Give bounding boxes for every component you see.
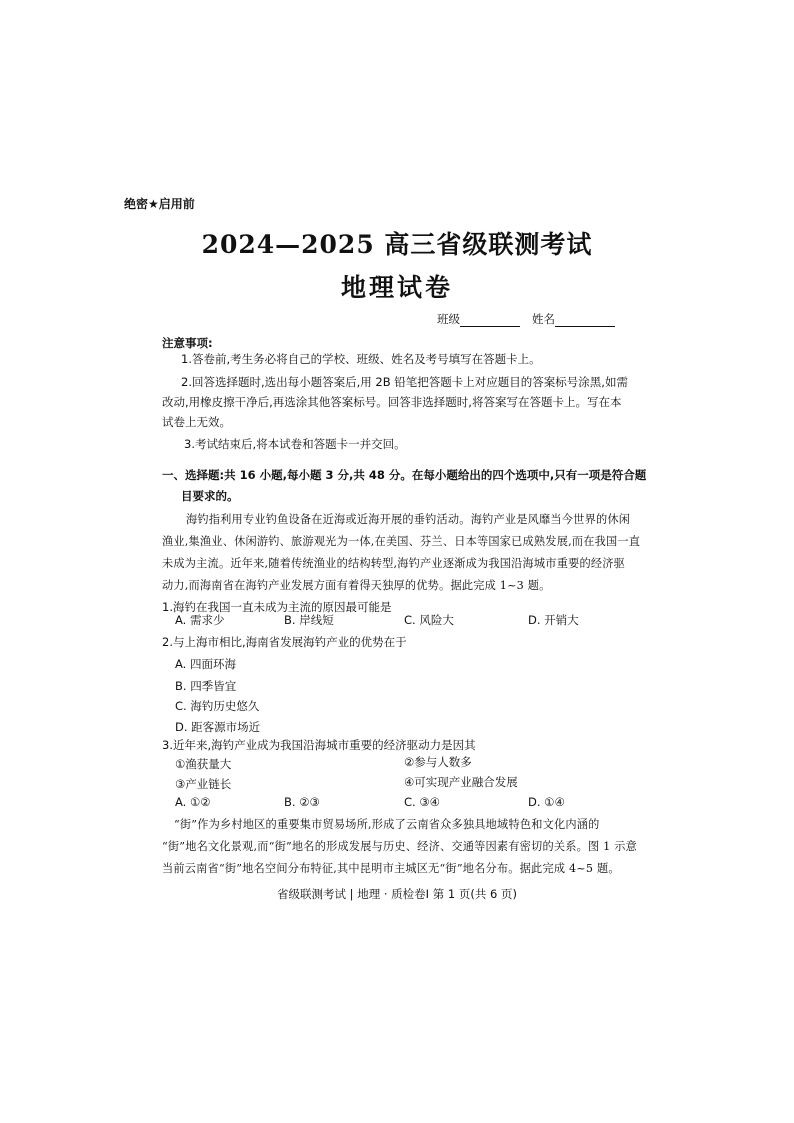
q3-option-c: C. ③④: [404, 795, 440, 809]
passage1-line2: 渔业,集渔业、休闲游钓、旅游观光为一体,在美国、芬兰、日本等国家已成熟发展,而在我国一直: [162, 535, 641, 548]
secret-label: 绝密★启用前: [124, 197, 195, 211]
q2-stem: 2.与上海市相比,海南省发展海钓产业的优势在于: [162, 635, 407, 649]
q2-option-b: B. 四季皆宜: [175, 679, 237, 693]
q3-statement-4: ④可实现产业融合发展: [404, 775, 518, 789]
exam-title: 2024—2025 高三省级联测考试: [201, 230, 593, 259]
section1-heading-line1: 一、选择题:共 16 小题,每小题 3 分,共 48 分。在每小题给出的四个选项中,只有一项是符合题: [162, 468, 647, 482]
note-2-line1: 2.回答选择题时,选出每小题答案后,用 2B 铅笔把答题卡上对应题目的答案标号涂黑,如需: [181, 375, 628, 389]
q3-stem: 3.近年来,海钓产业成为我国沿海城市重要的经济驱动力是因其: [162, 738, 476, 752]
notes-heading: 注意事项:: [162, 336, 213, 350]
q1-option-a: A. 需求少: [175, 613, 225, 627]
exam-subtitle: 地理试卷: [340, 273, 453, 302]
q3-statement-3: ③产业链长: [175, 777, 232, 791]
class-field: [437, 311, 520, 327]
passage1-line1: 海钓指利用专业钓鱼设备在近海或近海开展的垂钓活动。海钓产业是风靡当今世界的休闲: [186, 513, 631, 526]
page-footer: 省级联测考试 | 地理 · 质检卷Ⅰ 第 1 页(共 6 页): [277, 887, 517, 901]
q2-option-c: C. 海钓历史悠久: [175, 699, 260, 713]
q3-statement-2: ②参与人数多: [404, 755, 472, 769]
q2-option-d: D. 距客源市场近: [175, 720, 261, 734]
q3-statement-1: ①渔获量大: [175, 757, 232, 771]
passage1-line4: 动力,而海南省在海钓产业发展方面有着得天独厚的优势。据此完成 1~3 题。: [162, 579, 551, 592]
note-2-line2: 改动,用橡皮擦干净后,再选涂其他答案标号。回答非选择题时,将答案写在答题卡上。写在本: [162, 395, 622, 409]
name-label: 姓名: [532, 312, 555, 326]
section1-heading-line2: 目要求的。: [181, 489, 239, 503]
q1-option-c: C. 风险大: [404, 613, 454, 627]
passage1-line3: 未成为主流。近年来,随着传统渔业的结构转型,海钓产业逐渐成为我国沿海城市重要的经济驱: [162, 557, 626, 570]
q3-option-d: D. ①④: [528, 795, 565, 809]
q1-stem: 1.海钓在我国一直未成为主流的原因最可能是: [162, 600, 392, 614]
q1-option-b: B. 岸线短: [284, 613, 334, 627]
note-1: 1.答卷前,考生务必将自己的学校、班级、姓名及考号填写在答题卡上。: [181, 352, 541, 366]
passage2-line3: 当前云南省“街”地名空间分布特征,其中昆明市主城区无“街”地名分布。据此完成 4~5 题。: [162, 862, 620, 875]
name-field: [532, 311, 615, 327]
q1-option-d: D. 开销大: [528, 613, 579, 627]
note-2-line3: 试卷上无效。: [162, 415, 231, 429]
name-blank: [555, 314, 615, 327]
passage2-line1: “街”作为乡村地区的重要集市贸易场所,形成了云南省众多独具地域特色和文化内涵的: [174, 818, 600, 831]
passage2-line2: “街”地名文化景观,而“街”地名的形成发展与历史、经济、交通等因素有密切的关系。图 1 示意: [162, 840, 637, 853]
class-blank: [460, 314, 520, 327]
q3-option-a: A. ①②: [175, 795, 211, 809]
q2-option-a: A. 四面环海: [175, 657, 236, 671]
class-label: 班级: [437, 312, 460, 326]
note-3: 3.考试结束后,将本试卷和答题卡一并交回。: [184, 437, 406, 451]
q3-option-b: B. ②③: [284, 795, 320, 809]
